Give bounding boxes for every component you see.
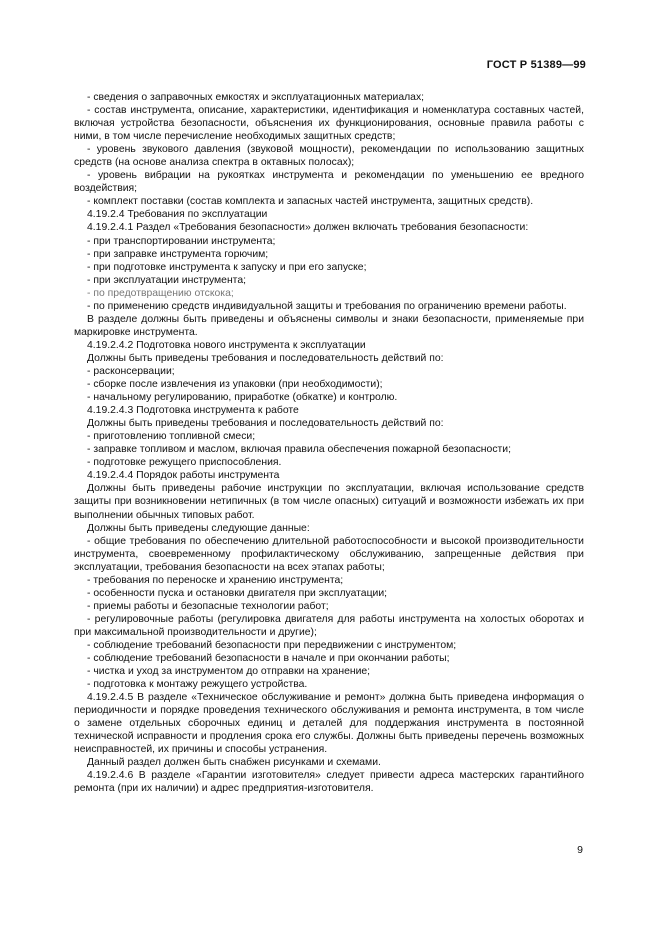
list-item-cutting-attachment: - подготовке режущего приспособления. — [87, 457, 282, 469]
list-item-safety-moving: - соблюдение требований безопасности при передвижении с инструментом; — [87, 639, 457, 651]
list-item-initial-adjustment: - начальному регулированию, приработке (обкатке) и контролю. — [87, 392, 398, 404]
section-heading-operation: 4.19.2.4 Требования по эксплуатации — [87, 209, 268, 221]
section-heading-work-order: 4.19.2.4.4 Порядок работы инструмента — [87, 470, 280, 482]
paragraph-requirements-intro-1: Должны быть приведены требования и последовательность действий по: — [87, 352, 444, 364]
list-item-adjustment-works: - регулировочные работы (регулировка двигателя для работы инструмента на холостых оборотах и при максимальной производительности и другие); — [74, 613, 584, 638]
list-item-safe-techniques: - приемы работы и безопасные технологии работ; — [87, 600, 329, 612]
list-item-safety-start-end: - соблюдение требований безопасности в начале и при окончании работы; — [87, 653, 450, 665]
list-item-start-prep: - при подготовке инструмента к запуску и при его запуске; — [87, 261, 367, 273]
list-item-engine-start-stop: - особенности пуска и остановки двигателя при эксплуатации; — [87, 587, 388, 599]
document-body — [74, 91, 584, 796]
list-item-general-requirements: - общие требования по обеспечению длительной работоспособности и высокой производительности инструмента, своевременному профилактическому обслуживанию, запрещенные действия при эксплуатации, требования безопасности на всех этапах работы; — [74, 535, 584, 573]
section-heading-new-tool-prep: 4.19.2.4.2 Подготовка нового инструмента к эксплуатации — [87, 339, 366, 351]
section-heading-work-prep: 4.19.2.4.3 Подготовка инструмента к работе — [87, 405, 299, 417]
paragraph-safety-section: 4.19.2.4.1 Раздел «Требования безопасности» должен включать требования безопасности: — [87, 222, 529, 234]
list-item-cleaning: - чистка и уход за инструментом до отправки на хранение; — [87, 666, 371, 678]
list-item-kickback: - по предотвращению отскока; — [87, 287, 234, 299]
page-number: 9 — [577, 844, 583, 856]
paragraph-fuel-info: - сведения о заправочных емкостях и эксплуатационных материалах; — [87, 92, 425, 103]
paragraph-data-intro: Должны быть приведены следующие данные: — [87, 522, 310, 534]
list-item-refueling: - при заправке инструмента горючим; — [87, 248, 269, 260]
paragraph-work-instructions: Должны быть приведены рабочие инструкции по эксплуатации, включая использование средств защиты при возникновении нетипичных (в том числе опасных) ситуаций и возможности избежать их при выполнении обычных типовых работ. — [74, 483, 584, 521]
list-item-operation: - при эксплуатации инструмента; — [87, 274, 246, 286]
list-item-carry-storage: - требования по переноске и хранению инструмента; — [87, 574, 344, 586]
paragraph-delivery-set: - комплект поставки (состав комплекта и запасных частей инструмента, защитных средств). — [87, 196, 534, 208]
list-item-mounting-prep: - подготовка к монтажу режущего устройства. — [87, 679, 308, 691]
document-id-header: ГОСТ Р 51389—99 — [486, 59, 586, 71]
paragraph-safety-symbols: В разделе должны быть приведены и объяснены символы и знаки безопасности, применяемые при маркировке инструмента. — [74, 313, 584, 338]
paragraph-sound-level: - уровень звукового давления (звуковой мощности), рекомендации по использованию защитных средств (на основе анализа спектра в октавных полосах); — [74, 144, 584, 169]
paragraph-maintenance: 4.19.2.4.5 В разделе «Техническое обслуживание и ремонт» должна быть приведена информация о периодичности и порядке проведения технического обслуживания и ремонта инструмента, в том числе о замене отдельных сборочных единиц и деталей для поддержания инструмента в постоянной технической исправности и продления срока его службы. Должны быть приведены перечень возможных неисправностей, их причины и способы устранения. — [74, 692, 584, 756]
list-item-fuel-oil: - заправке топливом и маслом, включая правила обеспечения пожарной безопасности; — [87, 444, 511, 456]
paragraph-tool-composition: - состав инструмента, описание, характеристики, идентификация и номенклатура составных частей, включая устройства безопасности, объяснения их функционирования, основные правила работы с ними, в том числе перечисление необходимых защитных средств; — [74, 105, 584, 143]
list-item-depreservation: - расконсервации; — [87, 365, 175, 377]
list-item-assembly: - сборке после извлечения из упаковки (при необходимости); — [87, 379, 383, 391]
list-item-fuel-mix: - приготовлению топливной смеси; — [87, 431, 256, 443]
paragraph-vibration: - уровень вибрации на рукоятках инструмента и рекомендации по уменьшению ее вредного воздействия; — [74, 170, 584, 195]
list-item-protective-means: - по применению средств индивидуальной защиты и требования по ограничению времени работы. — [87, 300, 567, 312]
paragraph-figures: Данный раздел должен быть снабжен рисунками и схемами. — [87, 757, 381, 769]
paragraph-requirements-intro-2: Должны быть приведены требования и последовательность действий по: — [87, 418, 444, 430]
paragraph-warranty: 4.19.2.4.6 В разделе «Гарантии изготовителя» следует привести адреса мастерских гарантийного ремонта (при их наличии) и адрес предприятия-изготовителя. — [74, 770, 584, 795]
list-item-transport: - при транспортировании инструмента; — [87, 235, 276, 247]
